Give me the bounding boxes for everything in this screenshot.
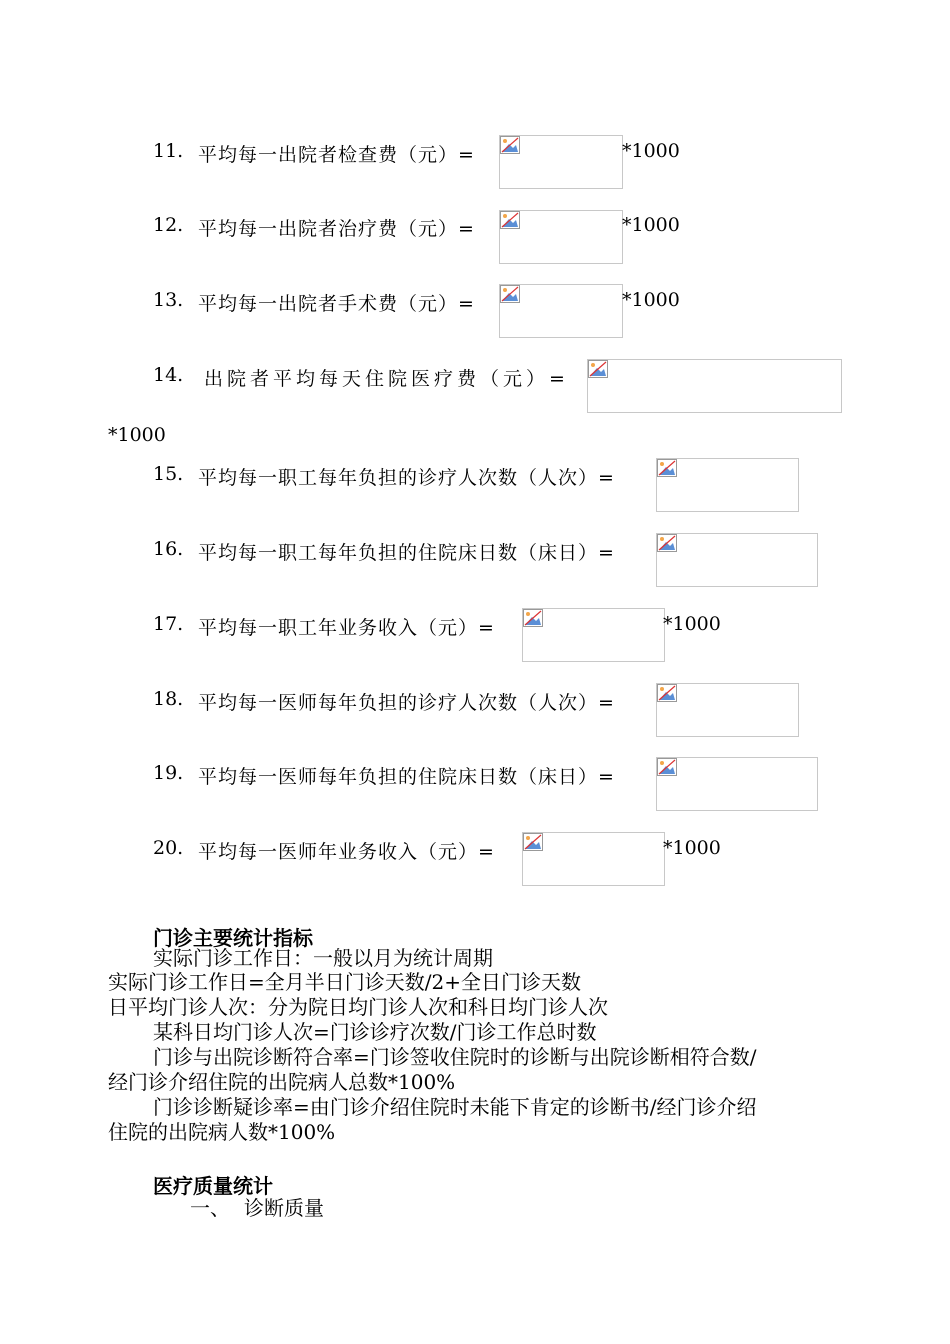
- paragraph-line: 门诊与出院诊断符合率=门诊签收住院时的诊断与出院诊断相符合数/: [153, 1045, 757, 1069]
- formula-label: 平均每一职工年业务收入（元）=: [198, 617, 495, 639]
- formula-index: 13.: [153, 289, 184, 311]
- formula-index: 11.: [153, 140, 184, 162]
- broken-image-icon: [657, 459, 677, 477]
- formula-label: 平均每一出院者检查费（元）=: [198, 144, 475, 166]
- paragraph-line: 某科日均门诊人次=门诊诊疗次数/门诊工作总时数: [153, 1020, 597, 1044]
- formula-label: 出院者平均每天住院医疗费（元）=: [204, 368, 569, 390]
- formula-index: 15.: [153, 463, 184, 485]
- item-text: 诊断质量: [244, 1196, 324, 1220]
- paragraph-line: 日平均门诊人次：分为院日均门诊人次和科日均门诊人次: [108, 995, 608, 1019]
- formula-image: [656, 458, 799, 512]
- formula-multiplier: *1000: [622, 289, 680, 311]
- formula-image: [499, 210, 623, 264]
- paragraph-line: 门诊诊断疑诊率=由门诊介绍住院时未能下肯定的诊断书/经门诊介绍: [153, 1095, 757, 1119]
- formula-label: 平均每一出院者手术费（元）=: [198, 293, 475, 315]
- formula-index: 16.: [153, 538, 184, 560]
- formula-multiplier: *1000: [108, 424, 166, 446]
- formula-index: 12.: [153, 214, 184, 236]
- formula-image: [522, 832, 665, 886]
- formula-index: 17.: [153, 613, 184, 635]
- formula-image: [587, 359, 842, 413]
- formula-label: 平均每一职工每年负担的诊疗人次数（人次）=: [198, 467, 615, 489]
- formula-index: 20.: [153, 837, 184, 859]
- formula-image: [656, 533, 818, 587]
- formula-label: 平均每一医师每年负担的住院床日数（床日）=: [198, 766, 615, 788]
- broken-image-icon: [657, 758, 677, 776]
- broken-image-icon: [500, 285, 520, 303]
- paragraph-line: 经门诊介绍住院的出院病人总数*100%: [108, 1070, 456, 1094]
- formula-label: 平均每一职工每年负担的住院床日数（床日）=: [198, 542, 615, 564]
- formula-multiplier: *1000: [663, 837, 721, 859]
- formula-multiplier: *1000: [663, 613, 721, 635]
- paragraph-line: 住院的出院病人数*100%: [108, 1120, 336, 1144]
- formula-label: 平均每一医师年业务收入（元）=: [198, 841, 495, 863]
- broken-image-icon: [657, 534, 677, 552]
- formula-index: 14.: [153, 364, 184, 386]
- broken-image-icon: [588, 360, 608, 378]
- broken-image-icon: [657, 684, 677, 702]
- formula-index: 18.: [153, 688, 184, 710]
- formula-multiplier: *1000: [622, 140, 680, 162]
- formula-image: [656, 683, 799, 737]
- formula-label: 平均每一出院者治疗费（元）=: [198, 218, 475, 240]
- section-heading: 门诊主要统计指标: [153, 926, 313, 950]
- formula-image: [499, 284, 623, 338]
- paragraph-line: 实际门诊工作日=全月半日门诊天数/2+全日门诊天数: [108, 970, 581, 994]
- formula-image: [656, 757, 818, 811]
- formula-index: 19.: [153, 762, 184, 784]
- paragraph-line: 实际门诊工作日：一般以月为统计周期: [153, 946, 493, 970]
- broken-image-icon: [523, 609, 543, 627]
- broken-image-icon: [500, 211, 520, 229]
- formula-image: [499, 135, 623, 189]
- formula-multiplier: *1000: [622, 214, 680, 236]
- item-number: 一、: [190, 1196, 230, 1220]
- formula-label: 平均每一医师每年负担的诊疗人次数（人次）=: [198, 692, 615, 714]
- broken-image-icon: [523, 833, 543, 851]
- formula-image: [522, 608, 665, 662]
- broken-image-icon: [500, 136, 520, 154]
- section-heading: 医疗质量统计: [153, 1174, 273, 1198]
